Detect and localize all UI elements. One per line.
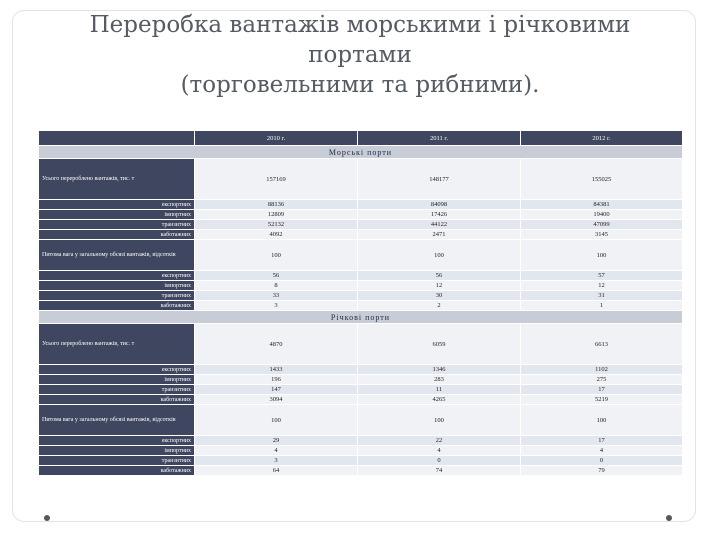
row-label: транзитних: [39, 291, 195, 301]
table-cell: 6613: [521, 324, 683, 365]
section-row-river: [39, 311, 683, 324]
row-label: каботажних: [39, 230, 195, 240]
table-cell: 100: [521, 405, 683, 436]
table-cell: 0: [521, 456, 683, 466]
table-cell: 275: [521, 375, 683, 385]
table-row: [39, 436, 683, 446]
corner-dot: [666, 515, 672, 521]
table-cell: 79: [521, 466, 683, 476]
row-label: експортних: [39, 200, 195, 210]
share-label: Питома вага у загальному обсязі вантажів, відсотків: [39, 240, 195, 271]
table-cell: 8: [195, 281, 358, 291]
table-cell: 100: [521, 240, 683, 271]
table-cell: 157169: [195, 159, 358, 200]
table-cell: 196: [195, 375, 358, 385]
table-cell: 17: [521, 385, 683, 395]
table-cell: 6059: [358, 324, 521, 365]
row-label: каботажних: [39, 466, 195, 476]
row-label: імпортних: [39, 446, 195, 456]
table-row: [39, 271, 683, 281]
table-row: [39, 385, 683, 395]
table-cell: 12809: [195, 210, 358, 220]
row-label: експортних: [39, 271, 195, 281]
title-line-1: Переробка вантажів морськими і річковими: [89, 12, 631, 38]
table-cell: 57: [521, 271, 683, 281]
title-line-2: портами: [308, 42, 412, 68]
table-cell: 1102: [521, 365, 683, 375]
table-cell: 56: [195, 271, 358, 281]
table-cell: 29: [195, 436, 358, 446]
corner-dot: [44, 515, 50, 521]
table-row: [39, 240, 683, 271]
table-cell: 33: [195, 291, 358, 301]
table-cell: 17: [521, 436, 683, 446]
section-label-river: Річкові порти: [39, 311, 683, 324]
table-cell: 1346: [358, 365, 521, 375]
table-cell: 47099: [521, 220, 683, 230]
table-cell: 4: [521, 446, 683, 456]
row-label: експортних: [39, 365, 195, 375]
row-label: транзитних: [39, 385, 195, 395]
table-cell: 30: [358, 291, 521, 301]
table-cell: 283: [358, 375, 521, 385]
year-header: 2012 г.: [521, 131, 683, 146]
table-cell: 2471: [358, 230, 521, 240]
table-cell: 88136: [195, 200, 358, 210]
year-header: 2011 г.: [358, 131, 521, 146]
table-row: [39, 324, 683, 365]
row-label: експортних: [39, 436, 195, 446]
table-cell: 12: [521, 281, 683, 291]
title-line-3: (торговельними та рибними).: [180, 72, 540, 98]
table-row: [39, 405, 683, 436]
table-cell: 4: [358, 446, 521, 456]
table-cell: 3: [195, 456, 358, 466]
year-header: 2010 г.: [195, 131, 358, 146]
header-row: [39, 131, 683, 146]
section-label-sea: Морські порти: [39, 146, 683, 159]
table-cell: 12: [358, 281, 521, 291]
table-row: [39, 466, 683, 476]
table-cell: 3145: [521, 230, 683, 240]
share-label: Питома вага у загальному обсязі вантажів, відсотків: [39, 405, 195, 436]
table-row: [39, 446, 683, 456]
total-label: Усього переробленo вантажів, тис. т: [39, 324, 195, 365]
table-row: [39, 210, 683, 220]
table-row: [39, 200, 683, 210]
table-cell: 4870: [195, 324, 358, 365]
table-cell: 100: [195, 240, 358, 271]
table-cell: 5219: [521, 395, 683, 405]
table-cell: 3: [195, 301, 358, 311]
table-cell: 155025: [521, 159, 683, 200]
table-cell: 4265: [358, 395, 521, 405]
table-cell: 11: [358, 385, 521, 395]
total-label: Усього переробленo вантажів, тис. т: [39, 159, 195, 200]
table-cell: 100: [195, 405, 358, 436]
table-cell: 31: [521, 291, 683, 301]
row-label: імпортних: [39, 210, 195, 220]
row-label: транзитних: [39, 220, 195, 230]
header-corner: [39, 131, 195, 146]
table-cell: 1433: [195, 365, 358, 375]
table-row: [39, 230, 683, 240]
table-cell: 4092: [195, 230, 358, 240]
cargo-table: [38, 130, 683, 476]
table-row: [39, 159, 683, 200]
row-label: каботажних: [39, 395, 195, 405]
table-cell: 100: [358, 240, 521, 271]
table-cell: 0: [358, 456, 521, 466]
table-cell: 1: [521, 301, 683, 311]
table-cell: 84098: [358, 200, 521, 210]
table-cell: 2: [358, 301, 521, 311]
table-cell: 3094: [195, 395, 358, 405]
table-cell: 84381: [521, 200, 683, 210]
table-cell: 100: [358, 405, 521, 436]
section-row-sea: [39, 146, 683, 159]
row-label: транзитних: [39, 456, 195, 466]
row-label: каботажних: [39, 301, 195, 311]
table-cell: 4: [195, 446, 358, 456]
table-cell: 22: [358, 436, 521, 446]
table-row: [39, 301, 683, 311]
table-cell: 64: [195, 466, 358, 476]
table-row: [39, 281, 683, 291]
table-cell: 52132: [195, 220, 358, 230]
table-cell: 148177: [358, 159, 521, 200]
table-cell: 19400: [521, 210, 683, 220]
table-cell: 74: [358, 466, 521, 476]
table-row: [39, 375, 683, 385]
table-cell: 17426: [358, 210, 521, 220]
table-row: [39, 220, 683, 230]
table-row: [39, 365, 683, 375]
table-cell: 56: [358, 271, 521, 281]
page-title: [60, 10, 660, 100]
table-cell: 44122: [358, 220, 521, 230]
table-row: [39, 395, 683, 405]
table-cell: 147: [195, 385, 358, 395]
table-row: [39, 456, 683, 466]
row-label: імпортних: [39, 375, 195, 385]
row-label: імпортних: [39, 281, 195, 291]
table-row: [39, 291, 683, 301]
